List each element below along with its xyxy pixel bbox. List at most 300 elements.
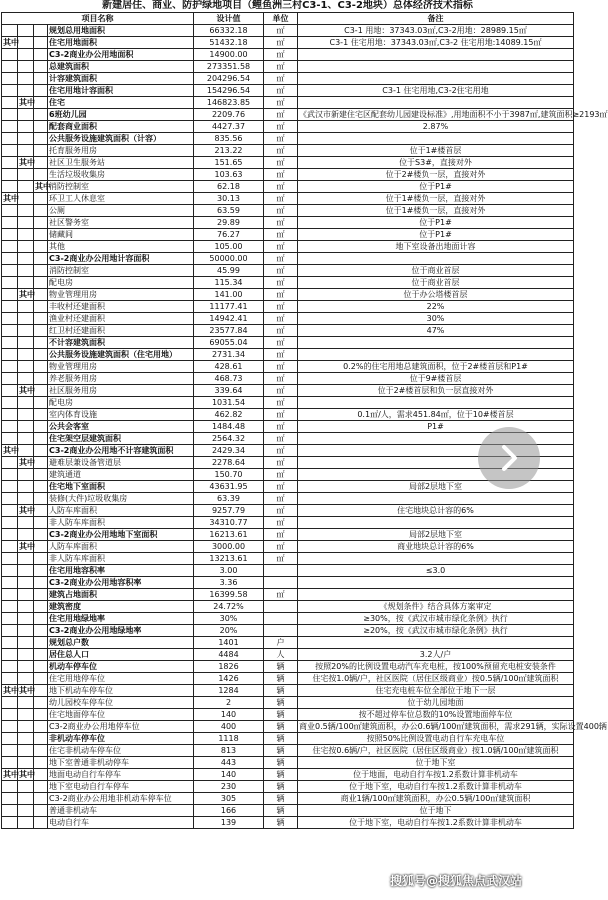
item-note: ≥30%，按《武汉市城市绿化条例》执行: [298, 613, 574, 625]
side-label: [2, 385, 18, 397]
table-row: [2, 769, 574, 781]
item-name: 公共服务设施建筑面积（计容）: [48, 133, 194, 145]
item-name: C3-2商业办公用地计容面积: [48, 253, 194, 265]
item-unit: ㎡: [264, 301, 298, 313]
side-label: [2, 565, 18, 577]
table-row: [2, 133, 574, 145]
item-unit: ㎡: [264, 277, 298, 289]
item-note: C3-1 用地：37343.03㎡,C3-2用地：28989.15㎡: [298, 25, 574, 37]
table-row: [2, 565, 574, 577]
item-value: 213.22: [194, 145, 264, 157]
side-label: [2, 373, 18, 385]
item-name: 住宅用地面积: [48, 37, 194, 49]
item-unit: 辆: [264, 709, 298, 721]
item-note: 位于办公塔楼首层: [298, 289, 574, 301]
watermark: 搜狐号@搜狐焦点武汉站: [390, 874, 523, 888]
item-note: 住宅地块总计容的6%: [298, 505, 574, 517]
side-label: [18, 121, 34, 133]
item-note: [298, 397, 574, 409]
table-row: [2, 25, 574, 37]
side-label: [2, 241, 18, 253]
item-unit: 户: [264, 637, 298, 649]
item-value: 2731.34: [194, 349, 264, 361]
side-label: [2, 805, 18, 817]
side-label: 其中: [19, 541, 35, 551]
side-label: [18, 565, 34, 577]
item-name: 物业管理用房: [48, 361, 194, 373]
item-unit: 辆: [264, 793, 298, 805]
side-label: [34, 805, 48, 817]
side-label: 其中: [19, 457, 35, 467]
side-label: [2, 205, 18, 217]
item-unit: ㎡: [264, 109, 298, 121]
item-value: 43631.95: [194, 481, 264, 493]
side-label: [2, 517, 18, 529]
item-name: 居住总人口: [48, 649, 194, 661]
item-value: 1401: [194, 637, 264, 649]
item-note: [298, 589, 574, 601]
item-value: 166: [194, 805, 264, 817]
table-row: [2, 109, 574, 121]
item-name: 住宅用地停车位: [48, 673, 194, 685]
side-label: [18, 397, 34, 409]
side-label: [34, 361, 48, 373]
side-label: [18, 577, 34, 589]
side-label: [18, 625, 34, 637]
side-label: [2, 97, 18, 109]
item-value: 69055.04: [194, 337, 264, 349]
item-note: [298, 337, 574, 349]
item-unit: 辆: [264, 769, 298, 781]
side-label: 其中: [19, 157, 35, 167]
table-row: [2, 637, 574, 649]
item-value: 16213.61: [194, 529, 264, 541]
side-label: [2, 433, 18, 445]
item-name: 总建筑面积: [48, 61, 194, 73]
side-label: [18, 481, 34, 493]
side-label: [34, 685, 48, 697]
item-unit: 人: [264, 649, 298, 661]
side-label: [2, 61, 18, 73]
item-name: 社区卫生服务站: [48, 157, 194, 169]
table-row: [2, 205, 574, 217]
item-unit: ㎡: [264, 409, 298, 421]
item-unit: [264, 613, 298, 625]
table-row: [2, 481, 574, 493]
item-name: 住宅用地计容面积: [48, 85, 194, 97]
side-label: [34, 565, 48, 577]
side-label: [18, 529, 34, 541]
item-unit: ㎡: [264, 121, 298, 133]
side-label: [34, 145, 48, 157]
item-note: ≥20%，按《武汉市城市绿化条例》执行: [298, 625, 574, 637]
item-note: [298, 637, 574, 649]
item-note: 位于地下室，电动自行车按1.2系数计算非机动车: [298, 817, 574, 829]
item-value: 63.59: [194, 205, 264, 217]
table-row: [2, 37, 574, 49]
item-unit: 辆: [264, 781, 298, 793]
item-unit: ㎡: [264, 241, 298, 253]
table-row: [2, 193, 574, 205]
side-label: [2, 505, 18, 517]
item-value: 14942.41: [194, 313, 264, 325]
item-name: 地面电动自行车停车: [48, 769, 194, 781]
item-unit: ㎡: [264, 397, 298, 409]
item-name: 公共服务设施建筑面积（住宅用地）: [48, 349, 194, 361]
item-name: C3-2商业办公用地绿地率: [48, 625, 194, 637]
side-label: [2, 709, 18, 721]
item-name: 规划总用地面积: [48, 25, 194, 37]
side-label: [2, 85, 18, 97]
header-row: [2, 13, 574, 25]
header-item: 项目名称: [2, 13, 194, 25]
item-name: 幼儿园校车停车位: [48, 697, 194, 709]
item-unit: ㎡: [264, 73, 298, 85]
side-label: 其中: [35, 181, 51, 191]
item-note: 局部2层地下室: [298, 529, 574, 541]
item-note: 位于地下室，电动自行车按1.2系数计算非机动车: [298, 781, 574, 793]
item-note: [298, 97, 574, 109]
side-label: [2, 337, 18, 349]
item-note: 47%: [298, 325, 574, 337]
item-note: 位于P1#: [298, 181, 574, 193]
side-label: [34, 313, 48, 325]
item-value: 150.70: [194, 469, 264, 481]
item-name: 公共会客室: [48, 421, 194, 433]
table-row: [2, 421, 574, 433]
item-unit: ㎡: [264, 253, 298, 265]
item-name: 物业管理用房: [48, 289, 194, 301]
side-label: [18, 613, 34, 625]
table-row: [2, 409, 574, 421]
side-label: [18, 325, 34, 337]
side-label: [34, 61, 48, 73]
side-label: [18, 409, 34, 421]
item-value: 16399.58: [194, 589, 264, 601]
table-row: [2, 601, 574, 613]
side-label: [34, 253, 48, 265]
item-value: 3.00: [194, 565, 264, 577]
side-label: [2, 157, 18, 169]
side-label: [2, 253, 18, 265]
item-note: 住宅充电桩车位全部位于地下一层: [298, 685, 574, 697]
item-unit: 辆: [264, 721, 298, 733]
item-name: 人防车库面积: [48, 505, 194, 517]
header-value: 设计值: [194, 13, 264, 25]
side-label: [2, 421, 18, 433]
side-label: [2, 109, 18, 121]
side-label: [34, 49, 48, 61]
item-unit: ㎡: [264, 421, 298, 433]
item-unit: 辆: [264, 805, 298, 817]
table-row: [2, 73, 574, 85]
item-name: 电动自行车: [48, 817, 194, 829]
table-row: [2, 361, 574, 373]
item-value: 76.27: [194, 229, 264, 241]
side-label: [18, 469, 34, 481]
side-label: [2, 457, 18, 469]
item-note: [298, 253, 574, 265]
side-label: 其中: [19, 685, 35, 695]
side-label: [18, 493, 34, 505]
side-label: [2, 133, 18, 145]
side-label: [18, 757, 34, 769]
item-note: 商业1辆/100㎡建筑面积，办公0.5辆/100㎡建筑面积: [298, 793, 574, 805]
table-row: [2, 385, 574, 397]
item-unit: ㎡: [264, 205, 298, 217]
table-row: [2, 325, 574, 337]
table-row: [2, 781, 574, 793]
item-note: 位于P1#: [298, 229, 574, 241]
item-unit: ㎡: [264, 193, 298, 205]
side-label: [34, 673, 48, 685]
item-unit: ㎡: [264, 61, 298, 73]
side-label: [34, 445, 48, 457]
side-label: [34, 25, 48, 37]
item-unit: ㎡: [264, 157, 298, 169]
side-label: [18, 313, 34, 325]
item-value: 14900.00: [194, 49, 264, 61]
item-value: 51432.18: [194, 37, 264, 49]
item-value: 24.72%: [194, 601, 264, 613]
table-row: [2, 817, 574, 829]
item-name: 红卫村还建面积: [48, 325, 194, 337]
item-note: [298, 517, 574, 529]
side-label: [34, 781, 48, 793]
item-value: 3000.00: [194, 541, 264, 553]
item-unit: ㎡: [264, 97, 298, 109]
table-row: [2, 685, 574, 697]
side-label: [2, 169, 18, 181]
table-row: [2, 613, 574, 625]
header-note: 备注: [298, 13, 574, 25]
item-value: 30%: [194, 613, 264, 625]
side-label: [34, 697, 48, 709]
item-unit: ㎡: [264, 25, 298, 37]
next-page-button[interactable]: [478, 427, 540, 489]
item-name: 住宅地下室面积: [48, 481, 194, 493]
item-note: 0.2%的住宅用地总建筑面积，位于2#楼首层和P1#: [298, 361, 574, 373]
side-label: [34, 241, 48, 253]
item-value: 273351.58: [194, 61, 264, 73]
side-label: [18, 133, 34, 145]
item-unit: ㎡: [264, 49, 298, 61]
item-note: 《规划条件》结合具体方案审定: [298, 601, 574, 613]
item-unit: ㎡: [264, 349, 298, 361]
side-label: [2, 313, 18, 325]
table-row: [2, 793, 574, 805]
side-label: [34, 757, 48, 769]
side-label: [18, 109, 34, 121]
item-note: 住宅按1.0辆/户，社区医院（居住区级商业）按0.5辆/100㎡建筑面积: [298, 673, 574, 685]
table-row: [2, 505, 574, 517]
side-label: [34, 229, 48, 241]
item-note: 位于2#楼首层和负一层直接对外: [298, 385, 574, 397]
side-label: [18, 421, 34, 433]
side-label: [2, 265, 18, 277]
side-label: [34, 661, 48, 673]
item-unit: ㎡: [264, 361, 298, 373]
table-row: [2, 277, 574, 289]
item-value: 835.56: [194, 133, 264, 145]
item-note: 《武汉市新建住宅区配套幼儿园建设标准》,用地面积不小于3987㎡,建筑面积≥2193㎡: [299, 109, 608, 119]
table-row: [2, 805, 574, 817]
side-label: [2, 361, 18, 373]
table-row: [2, 253, 574, 265]
table-row: [2, 145, 574, 157]
side-label: [34, 625, 48, 637]
table-row: [2, 529, 574, 541]
item-name: 非人防车库面积: [48, 553, 194, 565]
item-note: 位于1#楼负一层，直接对外: [298, 193, 574, 205]
side-label: [18, 193, 34, 205]
item-name: 消防控制室: [48, 265, 194, 277]
item-note: [298, 349, 574, 361]
side-label: [34, 217, 48, 229]
side-label: [34, 421, 48, 433]
item-value: 1426: [194, 673, 264, 685]
item-name: 社区警务室: [48, 217, 194, 229]
side-label: [34, 337, 48, 349]
side-label: [18, 61, 34, 73]
item-name: C3-2商业办公用地不计容建筑面积: [48, 445, 194, 457]
item-note: [298, 49, 574, 61]
item-note: 位于地下室: [298, 757, 574, 769]
item-name: 室内体育设施: [48, 409, 194, 421]
table-row: [2, 661, 574, 673]
side-label: [34, 289, 48, 301]
item-value: 45.99: [194, 265, 264, 277]
side-label: [34, 325, 48, 337]
side-label: [18, 337, 34, 349]
side-label: [2, 301, 18, 313]
side-label: [2, 25, 18, 37]
table-row: [2, 241, 574, 253]
item-note: 位于2#楼负一层，直接对外: [298, 169, 574, 181]
table-row: [2, 181, 574, 193]
item-value: 204296.54: [194, 73, 264, 85]
item-name: 住宅架空层建筑面积: [48, 433, 194, 445]
side-label: [18, 25, 34, 37]
item-name: C3-2商业办公用地停车位: [48, 721, 194, 733]
item-unit: [264, 625, 298, 637]
side-label: [34, 529, 48, 541]
item-name: 计容建筑面积: [48, 73, 194, 85]
item-note: 位于幼儿园地面: [298, 697, 574, 709]
item-value: 20%: [194, 625, 264, 637]
item-name: 养老服务用房: [48, 373, 194, 385]
table-row: [2, 121, 574, 133]
side-label: [34, 769, 48, 781]
table-row: [2, 577, 574, 589]
item-unit: ㎡: [264, 229, 298, 241]
item-value: 154296.54: [194, 85, 264, 97]
item-value: 105.00: [194, 241, 264, 253]
item-note: 位于9#楼首层: [298, 373, 574, 385]
side-label: [34, 397, 48, 409]
item-name: 住宅用地容积率: [48, 565, 194, 577]
item-value: 140: [194, 709, 264, 721]
item-unit: [264, 565, 298, 577]
side-label: [2, 625, 18, 637]
item-note: 按不超过停车位总数的10%设置地面停车位: [298, 709, 574, 721]
item-name: 住宅非机动车停车位: [48, 745, 194, 757]
item-name: 储藏间: [48, 229, 194, 241]
side-label: [18, 517, 34, 529]
item-unit: ㎡: [264, 313, 298, 325]
item-unit: 辆: [264, 685, 298, 697]
item-unit: ㎡: [264, 493, 298, 505]
table-row: [2, 217, 574, 229]
side-label: [18, 733, 34, 745]
item-name: 渔业村还建面积: [48, 313, 194, 325]
side-label: [34, 169, 48, 181]
item-unit: [264, 601, 298, 613]
side-label: [34, 133, 48, 145]
side-label: [18, 589, 34, 601]
side-label: [34, 193, 48, 205]
side-label: 其中: [19, 769, 35, 779]
table-row: [2, 589, 574, 601]
item-unit: ㎡: [264, 589, 298, 601]
item-value: 468.73: [194, 373, 264, 385]
side-label: [34, 481, 48, 493]
side-label: [2, 661, 18, 673]
item-unit: ㎡: [264, 469, 298, 481]
side-label: [34, 301, 48, 313]
table-row: [2, 709, 574, 721]
item-unit: ㎡: [264, 457, 298, 469]
item-value: 11177.41: [194, 301, 264, 313]
side-label: [18, 145, 34, 157]
item-value: 462.82: [194, 409, 264, 421]
item-name: 地下机动车停车位: [48, 685, 194, 697]
item-unit: 辆: [264, 661, 298, 673]
item-value: 9257.79: [194, 505, 264, 517]
item-name: C3-2商业办公用地非机动车停车位: [48, 793, 194, 805]
item-note: 商业地块总计容的6%: [298, 541, 574, 553]
item-name: 社区服务用房: [48, 385, 194, 397]
table-row: [2, 493, 574, 505]
item-value: 29.89: [194, 217, 264, 229]
side-label: [18, 805, 34, 817]
item-value: 13213.61: [194, 553, 264, 565]
item-value: 146823.85: [194, 97, 264, 109]
side-label: [18, 265, 34, 277]
table-row: [2, 169, 574, 181]
side-label: [34, 409, 48, 421]
side-label: [34, 541, 48, 553]
table-row: [2, 157, 574, 169]
table-row: [2, 697, 574, 709]
side-label: [34, 433, 48, 445]
side-label: [2, 613, 18, 625]
item-unit: ㎡: [264, 541, 298, 553]
item-note: 22%: [298, 301, 574, 313]
item-value: 139: [194, 817, 264, 829]
side-label: [18, 637, 34, 649]
item-name: 人防车库面积: [48, 541, 194, 553]
side-label: [18, 673, 34, 685]
side-label: [2, 289, 18, 301]
item-note: 按照50%比例设置电动自行车充电车位: [298, 733, 574, 745]
side-label: [34, 589, 48, 601]
item-value: 2209.76: [194, 109, 264, 121]
item-value: 4427.37: [194, 121, 264, 133]
side-label: [2, 145, 18, 157]
side-label: [18, 433, 34, 445]
side-label: [34, 385, 48, 397]
